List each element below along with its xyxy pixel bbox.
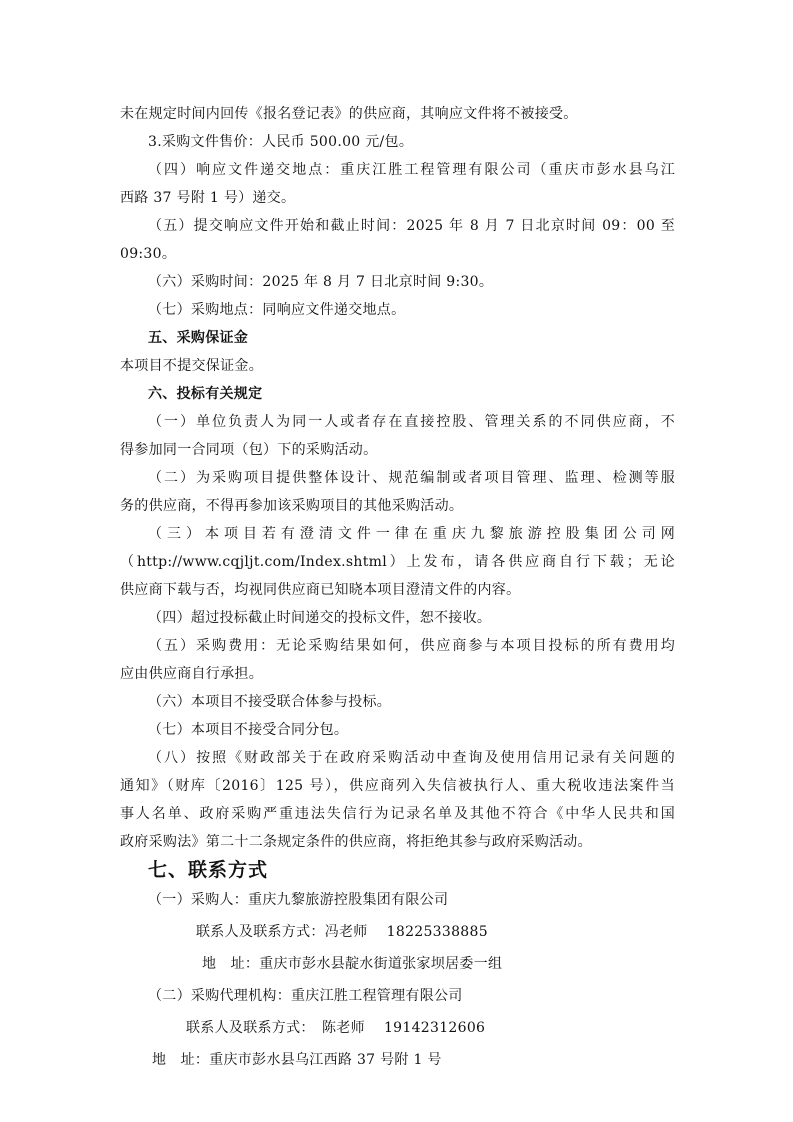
text-line: （七）本项目不接受合同分包。 [148, 722, 349, 738]
text-line-url: （http://www.cqjljt.com/Index.shtml）上发布，请各供应商自行下载；无论 [120, 554, 675, 570]
text-line: （四）超过投标截止时间递交的投标文件，恕不接收。 [148, 610, 492, 626]
text-line: （八）按照《财政部关于在政府采购活动中查询及使用信用记录有关问题的 [148, 750, 675, 766]
text-line: 3.采购文件售价：人民币 500.00 元/包。 [148, 134, 414, 150]
text-line: 本项目不提交保证金。 [120, 358, 263, 374]
contact-agency-address: 地 址：重庆市彭水县乌江西路 37 号附 1 号 [152, 1052, 442, 1068]
text-line: （五）提交响应文件开始和截止时间：2025 年 8 月 7 日北京时间 09：00 至 [148, 218, 675, 234]
contact-agency: （二）采购代理机构：重庆江胜工程管理有限公司 [148, 988, 463, 1004]
text-line: 政府采购法》第二十二条规定条件的供应商，将拒绝其参与政府采购活动。 [120, 834, 592, 850]
contact-purchaser-person: 联系人及联系方式：冯老师 18225338885 [196, 924, 488, 940]
text-line: （四）响应文件递交地点：重庆江胜工程管理有限公司（重庆市彭水县乌江 [148, 162, 675, 178]
text-line: （七）采购地点：同响应文件递交地点。 [148, 302, 406, 318]
text-line: 得参加同一合同项（包）下的采购活动。 [120, 442, 378, 458]
section-heading-contact: 七、联系方式 [148, 859, 269, 881]
text-line: （六）采购时间：2025 年 8 月 7 日北京时间 9:30。 [148, 274, 494, 290]
text-line: 务的供应商，不得再参加该采购项目的其他采购活动。 [120, 498, 464, 514]
text-line: 未在规定时间内回传《报名登记表》的供应商，其响应文件将不被接受。 [120, 106, 578, 122]
contact-agency-person: 联系人及联系方式： 陈老师 19142312606 [186, 1020, 486, 1036]
text-line: 09:30。 [120, 246, 177, 262]
text-line: （五）采购费用：无论采购结果如何，供应商参与本项目投标的所有费用均 [148, 638, 675, 654]
text-line: 通知》（财库〔2016〕125 号），供应商列入失信被执行人、重大税收违法案件当 [120, 778, 675, 794]
contact-purchaser: （一）采购人：重庆九黎旅游控股集团有限公司 [148, 892, 449, 908]
text-line: 应由供应商自行承担。 [120, 666, 263, 682]
text-line: （二）为采购项目提供整体设计、规范编制或者项目管理、监理、检测等服 [148, 470, 675, 486]
section-heading-rules: 六、投标有关规定 [148, 386, 263, 402]
text-line: 供应商下载与否，均视同供应商已知晓本项目澄清文件的内容。 [120, 582, 521, 598]
section-heading-deposit: 五、采购保证金 [148, 330, 249, 346]
text-line: （一）单位负责人为同一人或者存在直接控股、管理关系的不同供应商，不 [148, 414, 675, 430]
contact-purchaser-address: 地 址：重庆市彭水县靛水街道张家坝居委一组 [202, 956, 503, 972]
text-line: 事人名单、政府采购严重违法失信行为记录名单及其他不符合《中华人民共和国 [120, 806, 675, 822]
text-line: （六）本项目不接受联合体参与投标。 [148, 694, 392, 710]
text-line: （三）本项目若有澄清文件一律在重庆九黎旅游控股集团公司网 [148, 526, 675, 542]
text-line: 西路 37 号附 1 号）递交。 [120, 190, 296, 206]
